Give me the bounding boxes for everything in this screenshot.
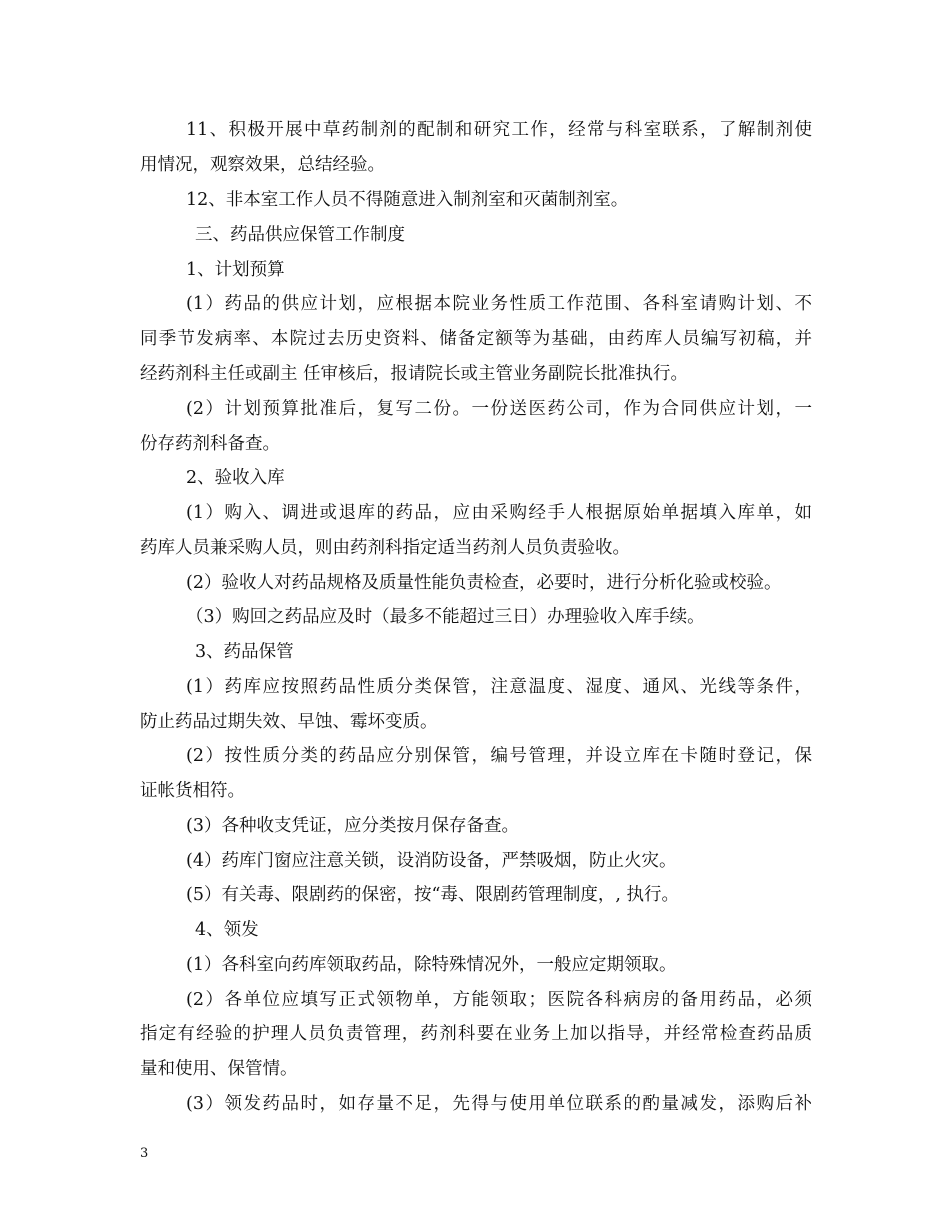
paragraph-line: (3）领发药品时，如存量不足，先得与使用单位联系的酌量减发，添购后补 [186,1094,812,1114]
subsection-heading: 3、药品保管 [195,642,294,662]
paragraph-line: (2）按性质分类的药品应分别保管，编号管理，并设立库在卡随时登记，保 [186,746,812,766]
paragraph-line: 经药剂科主任或副主 任审核后，报请院长或主管业务副院长批准执行。 [140,364,689,384]
paragraph-line: 防止药品过期失效、早蚀、霉坏变质。 [140,712,438,732]
paragraph-line: 份存药剂科备查。 [140,434,280,454]
paragraph-line: 证帐货相符。 [140,781,245,801]
paragraph-line: 量和使用、保管情。 [140,1059,298,1079]
paragraph-line: （3）购回之药品应及时（最多不能超过三日）办理验收入库手续。 [186,607,705,627]
section-heading: 三、药品供应保管工作制度 [195,225,405,245]
paragraph-line: (4）药库门窗应注意关锁，设消防设备，严禁吸烟，防止火灾。 [186,851,677,871]
paragraph-line: (2）各单位应填写正式领物单，方能领取；医院各科病房的备用药品，必须 [186,990,812,1010]
paragraph-line: (3）各种收支凭证，应分类按月保存备查。 [186,816,519,836]
subsection-heading: 1、计划预算 [186,260,285,280]
paragraph-line: 药库人员兼采购人员，则由药剂科指定适当药剂人员负责验收。 [140,538,630,558]
subsection-heading: 2、验收入库 [186,468,285,488]
paragraph-line: (2）计划预算批准后，复写二份。一份送医药公司，作为合同供应计划，一 [186,399,812,419]
paragraph-line: (1）各科室向药库领取药品，除特殊情况外，一般应定期领取。 [186,955,677,975]
paragraph-line: (1）购入、调进或退库的药品，应由采购经手人根据原始单据填入库单，如 [186,503,812,523]
paragraph-line: (2）验收人对药品规格及质量性能负责检查，必要时，进行分析化验或校验。 [186,573,782,593]
paragraph-line: 11、积极开展中草药制剂的配制和研究工作，经常与科室联系，了解制剂使 [186,120,812,140]
subsection-heading: 4、领发 [195,920,259,940]
paragraph-line: (5）有关毒、限剧药的保密，按“毒、限剧药管理制度，, 执行。 [186,885,680,905]
paragraph-line: (1）药品的供应计划，应根据本院业务性质工作范围、各科室请购计划、不 [186,294,812,314]
paragraph-line: 用情况，观察效果，总结经验。 [140,155,385,175]
paragraph-line: 同季节发病率、本院过去历史资料、储备定额等为基础，由药库人员编写初稿，并 [140,329,812,349]
paragraph-line: 12、非本室工作人员不得随意进入制剂室和灭菌制剂室。 [186,190,629,210]
paragraph-line: 指定有经验的护理人员负责管理，药剂科要在业务上加以指导，并经常检查药品质 [140,1024,812,1044]
page-number: 3 [140,1146,149,1161]
paragraph-line: (1）药库应按照药品性质分类保管，注意温度、湿度、通风、光线等条件， [186,677,812,697]
